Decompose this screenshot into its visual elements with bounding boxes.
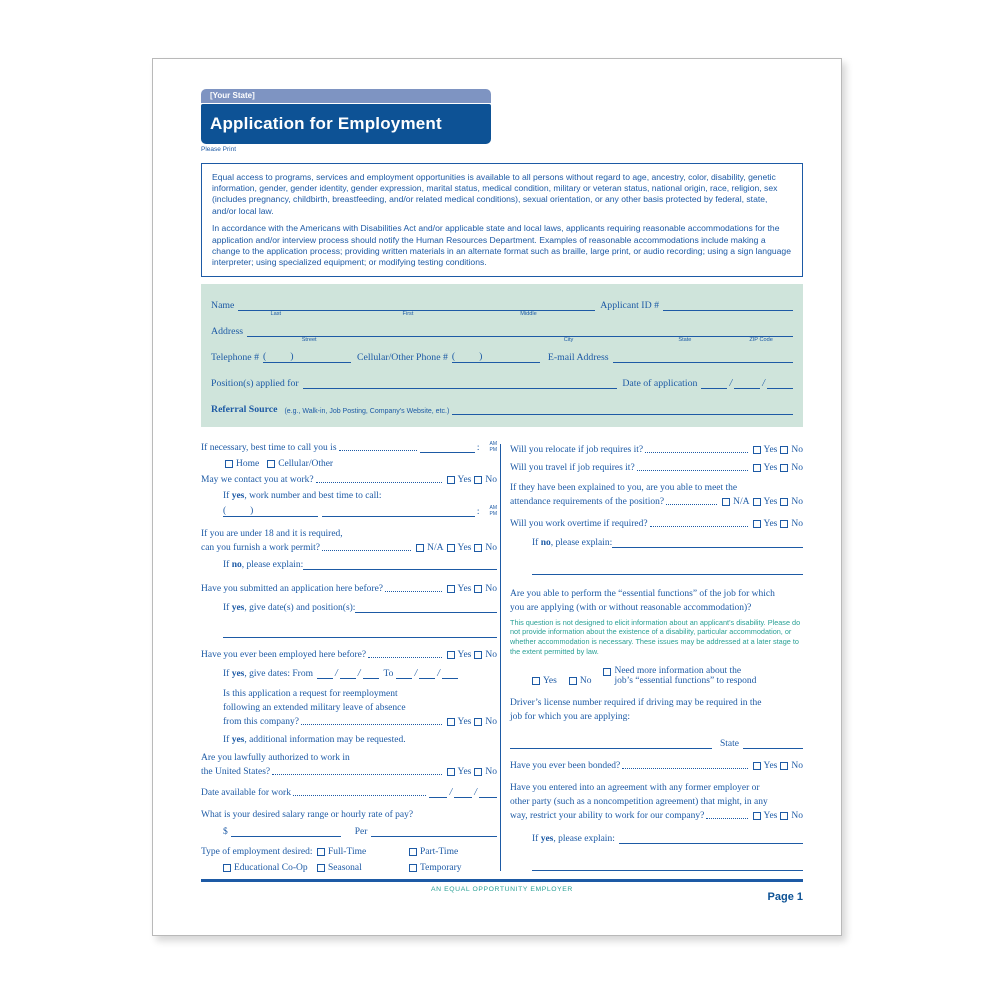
no-label: No [485, 583, 497, 594]
question-authorized-us [201, 767, 497, 777]
question-overtime [510, 519, 803, 529]
license-input-row [510, 738, 803, 749]
best-time-text: If necessary, best time to call you is [201, 442, 337, 453]
overtime-explain-input-line[interactable] [612, 537, 803, 548]
per-label: Per [354, 826, 368, 837]
no-label: No [485, 542, 497, 553]
temporary-checkbox[interactable] [409, 864, 417, 872]
travel-yes-checkbox[interactable] [753, 464, 761, 472]
need-more-line1: Need more information about the [614, 666, 742, 677]
employed-text: Have you ever been employed here before? [201, 649, 367, 660]
dotted-leader [316, 482, 442, 483]
yes-label: Yes [763, 462, 778, 473]
submitted-yes-checkbox[interactable] [447, 585, 455, 593]
employed-yes-checkbox[interactable] [447, 651, 455, 659]
question-attendance [510, 497, 803, 507]
explain-text: , please explain: [553, 834, 615, 845]
submitted-text: Have you submitted an application here before? [201, 583, 384, 594]
question-reemployment [223, 717, 497, 727]
cellular-input-line[interactable] [452, 352, 540, 363]
form-title: Application for Employment [210, 114, 442, 133]
name-sublabel-middle: Middle [520, 310, 537, 317]
permit-na-checkbox[interactable] [416, 544, 424, 552]
yes-bold: yes [540, 834, 554, 845]
contact-work-no-checkbox[interactable] [474, 476, 482, 484]
applicant-id-label: Applicant ID # [600, 299, 659, 311]
to-date-input[interactable] [396, 668, 458, 679]
attendance-na-checkbox[interactable] [722, 498, 730, 506]
date-slash: / [474, 786, 477, 798]
referral-source-label: Referral Source [211, 403, 278, 415]
educational-coop-checkbox[interactable] [223, 864, 231, 872]
work-number-input-row [223, 505, 497, 517]
part-time-label: Part-Time [420, 846, 459, 857]
no-label: No [791, 462, 803, 473]
column-divider [500, 444, 501, 871]
date-slash: / [729, 377, 733, 389]
overtime-no-checkbox[interactable] [780, 520, 788, 528]
question-employed-before [201, 650, 497, 660]
date-slash: / [357, 667, 361, 679]
close-paren: ) [290, 350, 294, 362]
address-sublabel-state: State [678, 336, 692, 343]
no-label: No [791, 811, 803, 822]
address-row [211, 325, 793, 343]
email-input-line[interactable] [613, 352, 793, 363]
permit-explain-input-line[interactable] [303, 559, 497, 570]
positions-label: Position(s) applied for [211, 377, 299, 389]
question-travel [510, 463, 803, 473]
state-tab-label: [Your State] [210, 91, 255, 100]
am-label: AM [489, 504, 497, 511]
dotted-leader [272, 774, 441, 775]
explain-text: , please explain: [550, 537, 613, 548]
am-pm-labels [490, 441, 498, 453]
reemployment-no-checkbox[interactable] [474, 718, 482, 726]
date-slash: / [762, 377, 765, 389]
reemployment-text-line3: from this company? [223, 716, 299, 727]
if-word: If [223, 734, 230, 745]
question-work-permit [201, 543, 497, 553]
work-number-text: , work number and best time to call: [244, 490, 382, 501]
cellular-other-label: Cellular/Other [278, 458, 334, 469]
no-label: No [485, 649, 497, 660]
am-pm-labels [490, 505, 498, 517]
to-year-line[interactable] [442, 668, 458, 679]
reemployment-text-line2: following an extended military leave of absence [223, 702, 406, 713]
dotted-leader [622, 768, 747, 769]
employment-type-label: Type of employment desired: [201, 846, 313, 857]
no-bold: no [231, 559, 242, 570]
agreement-explain-extra-line-row [532, 860, 803, 871]
date-month-line[interactable] [701, 378, 727, 389]
yes-label: Yes [457, 583, 472, 594]
avail-year-line[interactable] [479, 787, 497, 798]
pm-label: PM [489, 446, 497, 453]
no-label: No [791, 444, 803, 455]
no-label: No [791, 518, 803, 529]
dotted-leader [645, 452, 747, 453]
yes-label: Yes [457, 766, 472, 777]
relocate-no-checkbox[interactable] [780, 446, 788, 454]
agreement-yes-checkbox[interactable] [753, 812, 761, 820]
avail-month-line[interactable] [429, 787, 447, 798]
question-agreement [510, 811, 803, 821]
dollar-sign: $ [223, 826, 228, 837]
permit-if-no-explain-row [223, 559, 497, 570]
na-label: N/A [427, 542, 444, 553]
home-checkbox[interactable] [225, 460, 233, 468]
phone-type-checkboxes [223, 459, 497, 469]
attendance-text-line1: If they have been explained to you, are you able to meet the [510, 482, 738, 493]
employment-type-section [201, 847, 497, 873]
from-year-line[interactable] [363, 668, 379, 679]
essential-functions-answers [510, 666, 803, 686]
agreement-if-yes-explain-row [532, 833, 803, 844]
under18-text-line1: If you are under 18 and it is required, [201, 528, 343, 539]
question-relocate [510, 445, 803, 455]
authorized-no-checkbox[interactable] [474, 768, 482, 776]
date-slash: / [437, 667, 440, 679]
yes-label: Yes [457, 649, 472, 660]
no-bold: no [540, 537, 551, 548]
permit-no-checkbox[interactable] [474, 544, 482, 552]
license-text-line1: Driver’s license number required if driving may be required in the [510, 698, 762, 709]
attendance-no-checkbox[interactable] [780, 498, 788, 506]
employed-if-yes-dates-row [223, 668, 497, 679]
referral-hint: (e.g., Walk-in, Job Posting, Company’s Website, etc.) [284, 407, 450, 415]
authorized-text-line2: the United States? [201, 766, 271, 777]
yes-label: Yes [457, 474, 472, 485]
reemployment-if-yes-note [223, 735, 497, 745]
yes-label: Yes [457, 542, 472, 553]
ada-paragraph-2: In accordance with the Americans with Disabilities Act and/or applicable state and local laws, applicants requiring reasonable accommodations for the application and/or interview process should notify the Human Resources Department. Examples of reasonable accommodations include making a change to the application process; providing written materials in an alternate format such as braille, large print, or audio recording; using a sign language interpreter; using specialized equipment; or modifying testing conditions. [212, 223, 791, 268]
address-label: Address [211, 325, 244, 337]
seasonal-label: Seasonal [328, 862, 362, 873]
name-label: Name [211, 299, 235, 311]
essential-yes-checkbox[interactable] [532, 677, 540, 685]
email-label: E-mail Address [547, 351, 609, 363]
date-available-text: Date available for work [201, 787, 291, 798]
date-slash: / [414, 667, 418, 679]
if-word: If [223, 668, 230, 679]
under18-text-line2: can you furnish a work permit? [201, 542, 320, 553]
cellular-label: Cellular/Other Phone # [357, 351, 448, 363]
personal-info-section [201, 284, 803, 427]
if-yes-work-number-text [223, 491, 497, 501]
dotted-leader [637, 470, 748, 471]
pm-label: PM [489, 510, 497, 517]
dotted-leader [666, 504, 717, 505]
form-title-bar [201, 104, 491, 144]
work-number-input-line[interactable] [223, 506, 318, 517]
dotted-leader [339, 450, 417, 451]
question-date-available [201, 787, 497, 798]
seasonal-checkbox[interactable] [317, 864, 325, 872]
license-state-input-line[interactable] [743, 738, 803, 749]
need-more-line2: job’s “essential functions” to respond [614, 676, 757, 687]
close-paren: ) [250, 505, 254, 516]
date-year-line[interactable] [767, 378, 793, 389]
phones-row [211, 352, 793, 363]
if-word: If [223, 559, 230, 570]
application-date-input[interactable] [701, 378, 793, 389]
if-word: If [532, 537, 539, 548]
attendance-yes-checkbox[interactable] [753, 498, 761, 506]
give-dates-text: , give dates: From [244, 668, 313, 679]
agreement-text-line3: way, restrict your ability to work for our company? [510, 811, 705, 822]
no-label: No [485, 716, 497, 727]
dotted-leader [322, 550, 411, 551]
no-label: No [791, 496, 803, 507]
agreement-no-checkbox[interactable] [780, 812, 788, 820]
question-bonded [510, 761, 803, 771]
reemployment-text-line1: Is this application a request for reemployment [223, 688, 398, 699]
page-number: Page 1 [767, 890, 803, 903]
travel-no-checkbox[interactable] [780, 464, 788, 472]
page-content [201, 59, 803, 910]
overtime-if-no-explain-row [532, 537, 803, 548]
relocate-yes-checkbox[interactable] [753, 446, 761, 454]
please-print-note: Please Print [201, 146, 237, 153]
address-sublabel-zip: ZIP Code [749, 336, 773, 343]
dotted-leader [650, 526, 748, 527]
yes-label: Yes [763, 444, 778, 455]
question-best-time-to-call [201, 441, 497, 453]
bonded-yes-checkbox[interactable] [753, 762, 761, 770]
authorized-yes-checkbox[interactable] [447, 768, 455, 776]
overtime-explain-extra-line-row [532, 564, 803, 575]
dates-positions-input-line[interactable] [355, 602, 497, 613]
open-paren: ( [451, 350, 456, 362]
date-slash: / [449, 786, 453, 798]
name-row [211, 299, 793, 317]
no-label: No [485, 766, 497, 777]
positions-input-line[interactable] [303, 378, 618, 389]
to-day-line[interactable] [419, 668, 435, 679]
right-question-column [510, 441, 803, 873]
yes-label: Yes [543, 676, 557, 687]
from-month-line[interactable] [317, 668, 333, 679]
referral-row [211, 404, 793, 415]
yes-bold: yes [231, 490, 245, 501]
equal-opportunity-text: AN EQUAL OPPORTUNITY EMPLOYER [431, 885, 573, 893]
overtime-explain-input-line2[interactable] [532, 564, 803, 575]
salary-question-text: What is your desired salary range or hourly rate of pay? [201, 809, 414, 820]
name-input-line[interactable] [238, 300, 595, 317]
essential-functions-text-line1: Are you able to perform the “essential functions” of the job for which [510, 588, 775, 599]
question-contact-at-work [201, 475, 497, 485]
essential-need-info-checkbox[interactable] [603, 668, 611, 676]
no-label: No [579, 676, 592, 687]
cellular-other-checkbox[interactable] [267, 460, 275, 468]
best-time-input-line[interactable] [420, 442, 475, 453]
agreement-explain-input-line2[interactable] [532, 860, 803, 871]
address-sublabel-city: City [563, 336, 574, 343]
home-label: Home [236, 458, 260, 469]
avail-day-line[interactable] [454, 787, 472, 798]
name-sublabel-first: First [402, 310, 414, 317]
relocate-text: Will you relocate if job requires it? [510, 444, 644, 455]
telephone-label: Telephone # [211, 351, 260, 363]
agreement-explain-input-line[interactable] [619, 833, 803, 844]
need-more-info-label [614, 666, 756, 686]
no-label: No [791, 761, 803, 772]
yes-label: Yes [763, 811, 778, 822]
contact-work-text: May we contact you at work? [201, 474, 314, 485]
colon: : [476, 442, 480, 453]
open-paren: ( [263, 350, 267, 362]
dotted-leader [368, 657, 441, 658]
dotted-leader [706, 818, 747, 819]
overtime-text: Will you work overtime if required? [510, 518, 648, 529]
license-text-line2: job for which you are applying: [510, 712, 631, 723]
dotted-leader [385, 591, 442, 592]
dates-positions-text: , give date(s) and position(s): [244, 602, 356, 613]
attendance-text-line2: attendance requirements of the position? [510, 496, 665, 507]
temporary-label: Temporary [420, 862, 462, 873]
yes-label: Yes [457, 716, 472, 727]
question-submitted-before [201, 584, 497, 594]
yes-bold: yes [231, 668, 245, 679]
part-time-checkbox[interactable] [409, 848, 417, 856]
license-state-label: State [720, 739, 739, 750]
open-paren: ( [223, 505, 227, 516]
application-date-label: Date of application [622, 377, 698, 389]
employed-no-checkbox[interactable] [474, 651, 482, 659]
application-form-page [152, 58, 842, 936]
date-slash: / [334, 667, 338, 679]
work-number-input-line2[interactable] [322, 506, 475, 517]
yes-bold: yes [231, 602, 245, 613]
submitted-if-yes-row [223, 602, 497, 613]
dotted-leader [301, 724, 442, 725]
if-word: If [223, 602, 230, 613]
applicant-id-input-line[interactable] [663, 300, 793, 311]
essential-functions-disclaimer: This question is not designed to elicit information about an applicant’s disability. Please do not provide information about the existence of a disability, particular accommodation, or whether accommodation is necessary. These issues may be addressed at a later stage to the extent permitted by law. [510, 617, 801, 656]
license-number-input-line[interactable] [510, 738, 712, 749]
state-tab [201, 89, 491, 103]
from-day-line[interactable] [340, 668, 356, 679]
eeo-notice-box [201, 163, 803, 277]
full-time-label: Full-Time [328, 846, 367, 857]
permit-yes-checkbox[interactable] [447, 544, 455, 552]
bonded-no-checkbox[interactable] [780, 762, 788, 770]
no-label: No [485, 474, 497, 485]
overtime-yes-checkbox[interactable] [753, 520, 761, 528]
from-date-input[interactable] [317, 668, 379, 679]
contact-work-yes-checkbox[interactable] [447, 476, 455, 484]
reemployment-yes-checkbox[interactable] [447, 718, 455, 726]
salary-per-input-line[interactable] [371, 826, 497, 837]
essential-functions-text-line2: you are applying (with or without reasonable accommodation)? [510, 602, 752, 613]
am-label: AM [489, 440, 497, 447]
yes-label: Yes [763, 761, 778, 772]
yes-bold: yes [231, 734, 245, 745]
additional-info-text: , additional information may be requested. [244, 734, 406, 745]
name-sublabel-last: Last [270, 310, 282, 317]
submitted-no-checkbox[interactable] [474, 585, 482, 593]
na-label: N/A [733, 496, 750, 507]
date-available-input[interactable] [429, 787, 497, 798]
footer-row [201, 882, 803, 910]
eeo-paragraph-1: Equal access to programs, services and employment opportunities is available to all persons without regard to age, ancestry, color, disability, genetic information, gender, gender identity, gender expression, marital status, medical condition, military or veteran status, national origin, race, religion, sex (includes pregnancy, childbirth, breastfeeding, and/or related medical conditions), sexual orientation, or any other basis protected by federal, state, and/or local law. [212, 171, 778, 216]
explain-text: , please explain: [241, 559, 304, 570]
agreement-text-line1: Have you entered into an agreement with any former employer or [510, 783, 760, 794]
dates-positions-extra-line-row [223, 627, 497, 638]
address-sublabel-street: Street [301, 336, 317, 343]
bonded-text: Have you ever been bonded? [510, 761, 621, 772]
yes-label: Yes [763, 496, 778, 507]
if-word: If [223, 490, 230, 501]
colon: : [476, 506, 480, 517]
yes-label: Yes [763, 518, 778, 529]
left-question-column [201, 441, 497, 873]
authorized-text-line1: Are you lawfully authorized to work in [201, 752, 350, 763]
to-label: To [383, 668, 394, 679]
questions-area [201, 441, 803, 873]
address-input-line[interactable] [247, 326, 793, 343]
telephone-input-line[interactable] [263, 352, 351, 363]
referral-input-line[interactable] [452, 404, 793, 415]
educational-coop-label: Educational Co-Op [234, 862, 308, 873]
to-month-line[interactable] [396, 668, 412, 679]
agreement-text-line2: other party (such as a noncompetition agreement) that might, in any [510, 797, 768, 808]
position-row [211, 378, 793, 389]
dates-positions-input-line2[interactable] [223, 627, 497, 638]
travel-text: Will you travel if job requires it? [510, 462, 635, 473]
dotted-leader [293, 795, 426, 796]
salary-input-row [223, 826, 497, 837]
close-paren: ) [479, 350, 483, 362]
full-time-checkbox[interactable] [317, 848, 325, 856]
salary-amount-input-line[interactable] [231, 826, 341, 837]
if-word: If [532, 834, 539, 845]
essential-no-checkbox[interactable] [569, 677, 577, 685]
date-day-line[interactable] [734, 378, 760, 389]
